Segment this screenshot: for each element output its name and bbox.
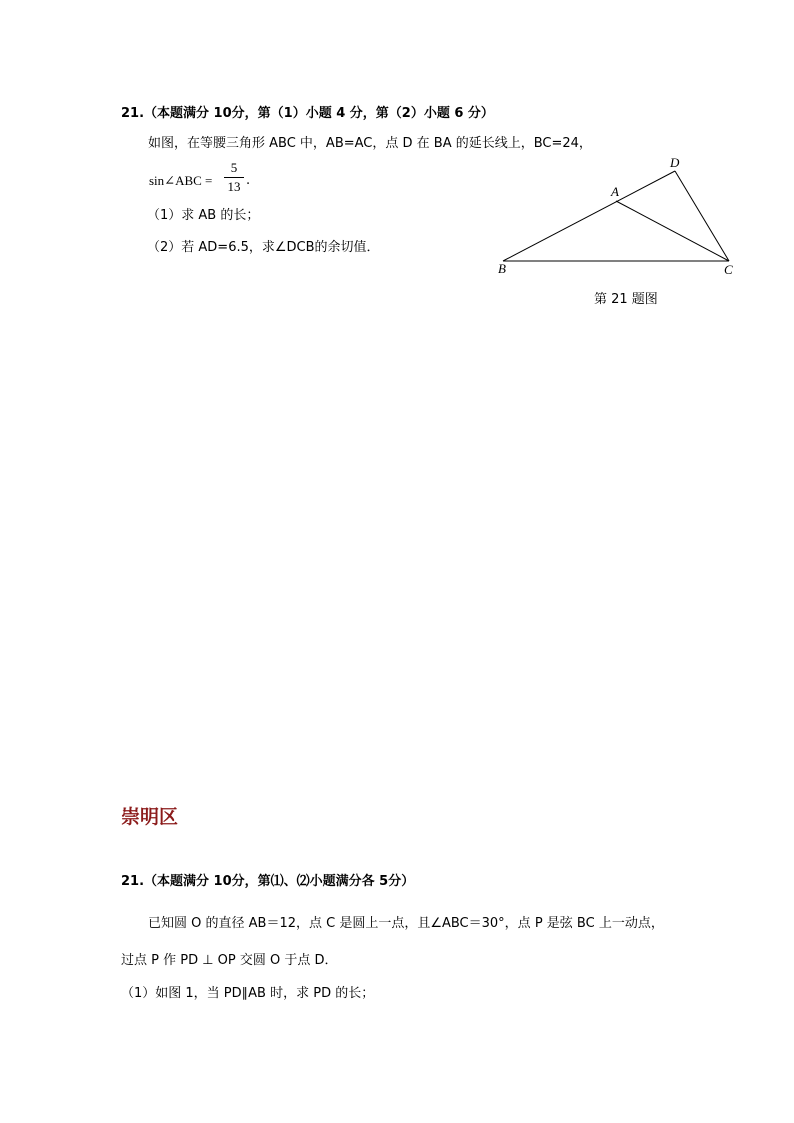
label-A: A <box>611 184 619 199</box>
problem1-header: 21.（本题满分 10分，第（1）小题 4 分，第（2）小题 6 分） <box>121 106 494 121</box>
label-C: C <box>724 262 733 277</box>
fraction-numerator: 5 <box>230 160 238 175</box>
label-B: B <box>498 261 506 276</box>
problem1-fraction <box>224 160 244 195</box>
problem1-fraction-period: . <box>246 173 251 188</box>
district-heading: 崇明区 <box>121 806 179 828</box>
problem1-sin-expression: sin∠ABC = <box>149 173 213 188</box>
fraction-denominator: 13 <box>227 179 241 194</box>
segment-AC <box>616 201 729 261</box>
problem2-header: 21.（本题满分 10分，第⑴、⑵小题满分各 5分） <box>121 874 415 889</box>
label-D: D <box>670 155 680 170</box>
triangle-figure <box>490 150 750 290</box>
segment-BD <box>503 171 675 261</box>
problem2-question1: （1）如图 1，当 PD∥AB 时，求 PD 的长； <box>121 986 375 1001</box>
figure-caption: 第 21 题图 <box>594 292 658 307</box>
problem1-intro: 如图，在等腰三角形 ABC 中，AB=AC，点 D 在 BA 的延长线上，BC=24， <box>148 136 592 151</box>
problem2-line1: 已知圆 O 的直径 AB＝12，点 C 是圆上一点，且∠ABC＝30°，点 P 是弦 BC 上一动点， <box>148 916 664 931</box>
segment-DC <box>675 171 729 261</box>
problem1-question2: （2）若 AD=6.5，求∠DCB的余切值． <box>147 240 380 255</box>
fraction-bar <box>224 177 244 178</box>
problem1-question1: （1）求 AB 的长； <box>147 208 260 223</box>
problem2-line2: 过点 P 作 PD ⊥ OP 交圆 O 于点 D． <box>121 953 338 968</box>
